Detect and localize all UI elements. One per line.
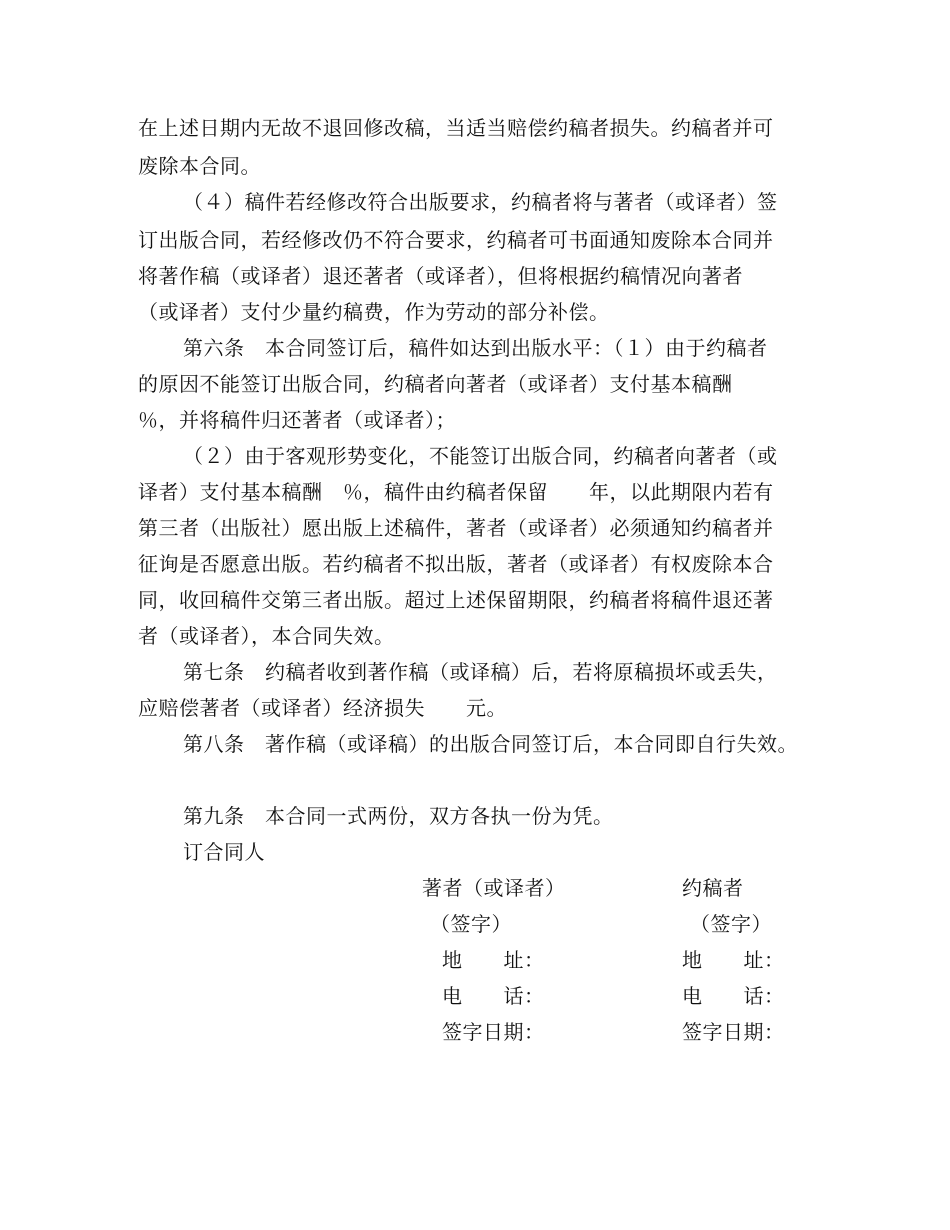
paragraph-line: 第三者（出版社）愿出版上述稿件，著者（或译者）必须通知约稿者并 [138,516,774,540]
editor-address-label: 地 址： [682,948,785,972]
paragraph-line: 应赔偿著者（或译者）经济损失 元。 [138,696,507,720]
paragraph-line: ％，并将稿件归还著者（或译者）； [138,408,456,432]
editor-date-label: 签字日期： [682,1020,785,1044]
article-nine-line: 第九条 本合同一式两份，双方各执一份为凭。 [183,804,614,828]
paragraph-line: 将著作稿（或译者）退还著者（或译者），但将根据约稿情况向著者 [138,264,743,288]
paragraph-line: （２）由于客观形势变化，不能签订出版合同，约稿者向著者（或 [183,444,778,468]
paragraph-line: 废除本合同。 [138,154,261,178]
paragraph-line: 订出版合同，若经修改仍不符合要求，约稿者可书面通知废除本合同并 [138,228,774,252]
author-address-label: 地 址： [442,948,545,972]
article-six-line: 第六条 本合同签订后，稿件如达到出版水平：（１）由于约稿者 [183,336,768,360]
paragraph-line: （４）稿件若经修改符合出版要求，约稿者将与著者（或译者）签 [183,190,778,214]
paragraph-line: （或译者）支付少量约稿费，作为劳动的部分补偿。 [138,300,610,324]
article-seven-line: 第七条 约稿者收到著作稿（或译稿）后，若将原稿损坏或丢失， [183,660,778,684]
editor-title: 约稿者 [682,876,744,900]
paragraph-line: 译者）支付基本稿酬 ％，稿件由约稿者保留 年，以此期限内若有 [138,480,774,504]
paragraph-line: 同，收回稿件交第三者出版。超过上述保留期限，约稿者将稿件退还著 [138,588,774,612]
article-eight-line: 第八条 著作稿（或译稿）的出版合同签订后，本合同即自行失效。 [183,732,798,756]
paragraph-line: 者（或译者），本合同失效。 [138,624,395,648]
author-phone-label: 电 话： [442,984,545,1008]
author-signature: （签字） [430,912,512,936]
paragraph-line: 的原因不能签订出版合同，约稿者向著者（或译者）支付基本稿酬 [138,372,733,396]
contract-parties-label: 订合同人 [183,840,265,864]
editor-signature: （签字） [690,912,772,936]
paragraph-line: 征询是否愿意出版。若约稿者不拟出版，著者（或译者）有权废除本合 [138,552,774,576]
editor-phone-label: 电 话： [682,984,785,1008]
paragraph-line: 在上述日期内无故不退回修改稿，当适当赔偿约稿者损失。约稿者并可 [138,116,774,140]
author-date-label: 签字日期： [442,1020,545,1044]
author-title: 著者（或译者） [422,876,566,900]
